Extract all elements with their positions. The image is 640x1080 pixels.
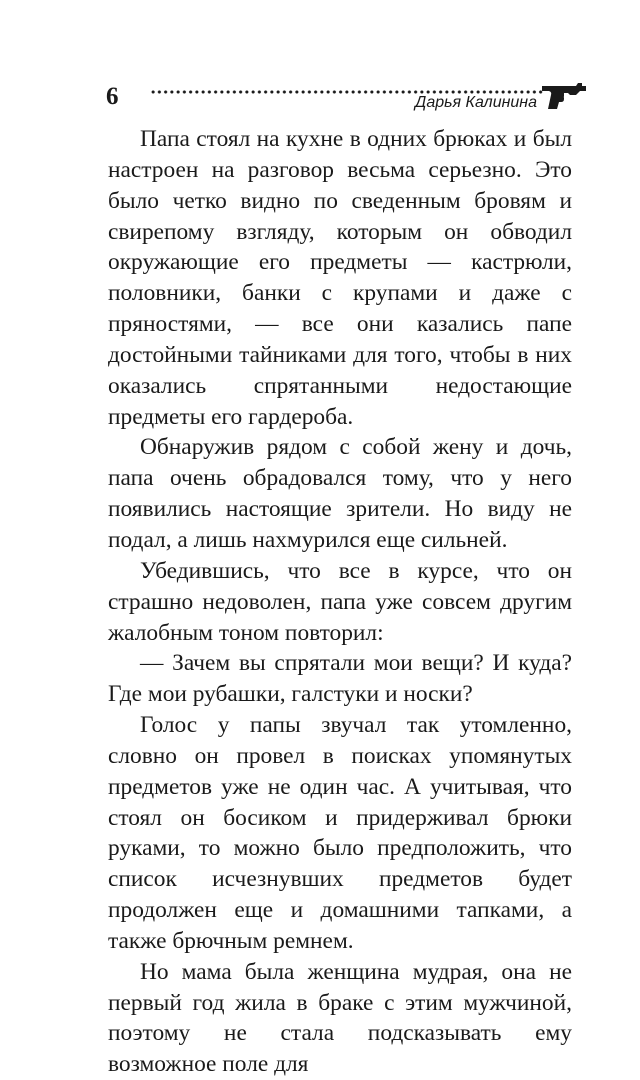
paragraph: Но мама была женщина мудрая, она не первый год жила в браке с этим мужчиной, поэтому не стала подсказывать ему возможное поле для: [108, 958, 572, 1078]
book-text: [108, 124, 572, 1080]
paragraph: Обнаружив рядом с собой жену и дочь, папа очень обрадовался тому, что у него появились настоящие зрители. Но виду не подал, а лишь нахмурился еще сильней.: [108, 434, 572, 553]
running-head-author: Дарья Калинина: [415, 94, 537, 111]
paragraph: Папа стоял на кухне в одних брюках и был настроен на разговор весьма серьезно. Это было четко видно по сведенным бровям и свирепому взгляду, которым он обводил окружающие его предметы — кастрюли, половники, банки с крупами и даже с пряностями, — все они казались папе достойными тайниками для того, чтобы в них оказались спрятанными недостающие предметы его гардероба.: [108, 126, 572, 430]
paragraph: — Зачем вы спрятали мои вещи? И куда? Где мои рубашки, галстуки и носки?: [108, 650, 572, 708]
paragraph: Убедившись, что все в курсе, что он страшно недоволен, папа уже совсем другим жалобным тоном повторил:: [108, 557, 572, 646]
page-number: 6: [106, 83, 119, 110]
paragraph: Голос у папы звучал так утомленно, словно он провел в поисках упомянутых предметов уже не один час. А учитывая, что стоял он босиком и придерживал брюки руками, то можно было предположить, что список исчезнувших предметов будет продолжен еще и домашними тапками, а также брючным ремнем.: [108, 712, 572, 954]
page-header: [0, 0, 640, 120]
revolver-icon: [540, 80, 588, 110]
